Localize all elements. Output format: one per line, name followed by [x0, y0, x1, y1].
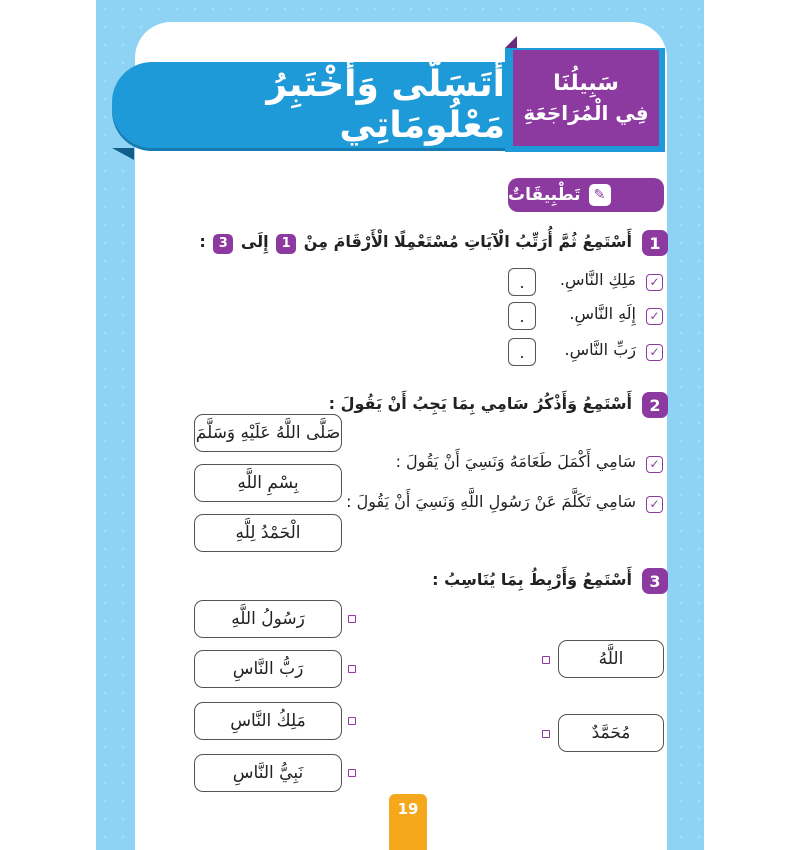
review-tab — [513, 50, 659, 146]
check-icon: ✓ — [646, 308, 663, 325]
q2-item-2: سَامِي تَكَلَّمَ عَنْ رَسُولِ اللَّهِ وَنَسِيَ أَنْ يَقُولَ : — [346, 492, 636, 511]
question-3-text: أَسْتَمِعُ وَأَرْبِطُ بِمَا يُنَاسِبُ : — [432, 570, 632, 589]
check-icon: ✓ — [646, 274, 663, 291]
match-left-4[interactable]: نَبِيُّ النَّاسِ — [194, 754, 342, 792]
tab-line-2: فِي الْمُرَاجَعَةِ — [523, 101, 649, 125]
q1-item-1: مَلِكِ النَّاسِ. — [559, 270, 636, 289]
phrase-box-3[interactable]: الْحَمْدُ لِلَّهِ — [194, 514, 342, 552]
connector-dot[interactable] — [348, 769, 356, 777]
pencil-icon: ✎ — [589, 184, 611, 206]
match-left-3[interactable]: مَلِكُ النَّاسِ — [194, 702, 342, 740]
q1-text-b: إِلَى — [240, 232, 269, 251]
match-right-2[interactable]: مُحَمَّدٌ — [558, 714, 664, 752]
connector-dot[interactable] — [348, 665, 356, 673]
q1-answer-box-2[interactable]: . — [508, 302, 536, 330]
banner-fold — [112, 148, 134, 160]
tab-line-1: سَبِيلُنَا — [553, 71, 619, 96]
section-badge — [508, 178, 664, 212]
question-1-text — [199, 232, 632, 254]
check-icon: ✓ — [646, 496, 663, 513]
q1-item-2: إِلَهِ النَّاسِ. — [569, 304, 636, 323]
match-right-1[interactable]: اللَّهُ — [558, 640, 664, 678]
match-left-1[interactable]: رَسُولُ اللَّهِ — [194, 600, 342, 638]
check-icon: ✓ — [646, 344, 663, 361]
q1-num-from: 1 — [276, 234, 296, 254]
q2-item-1: سَامِي أَكْمَلَ طَعَامَهُ وَنَسِيَ أَنْ يَقُولَ : — [395, 452, 636, 471]
q1-num-to: 3 — [213, 234, 233, 254]
question-2-number: 2 — [642, 392, 668, 418]
question-3-number: 3 — [642, 568, 668, 594]
q1-answer-box-1[interactable]: . — [508, 268, 536, 296]
phrase-box-1[interactable]: صَلَّى اللَّهُ عَلَيْهِ وَسَلَّمَ — [194, 414, 342, 452]
check-icon: ✓ — [646, 456, 663, 473]
connector-dot[interactable] — [348, 717, 356, 725]
connector-dot[interactable] — [542, 656, 550, 664]
q1-text-a: أَسْتَمِعُ ثُمَّ أُرَتِّبُ الْآيَاتِ مُسْتَعْمِلًا الْأَرْقَامَ مِنْ — [303, 232, 632, 251]
q1-text-c: : — [199, 232, 206, 251]
section-label: تَطْبِيقَاتٌ — [508, 185, 581, 205]
connector-dot[interactable] — [348, 615, 356, 623]
question-1-number: 1 — [642, 230, 668, 256]
q1-item-3: رَبِّ النَّاسِ. — [564, 340, 636, 359]
question-2-text: أَسْتَمِعُ وَأَذْكُرُ سَامِي بِمَا يَجِبُ أَنْ يَقُولَ : — [328, 394, 632, 413]
q1-answer-box-3[interactable]: . — [508, 338, 536, 366]
phrase-box-2[interactable]: بِسْمِ اللَّهِ — [194, 464, 342, 502]
page-title: أَتَسَلَّى وَأَخْتَبِرُ مَعْلُومَاتِي — [266, 64, 505, 146]
connector-dot[interactable] — [542, 730, 550, 738]
tab-corner — [505, 36, 517, 48]
match-left-2[interactable]: رَبُّ النَّاسِ — [194, 650, 342, 688]
page-number: 19 — [389, 794, 427, 850]
